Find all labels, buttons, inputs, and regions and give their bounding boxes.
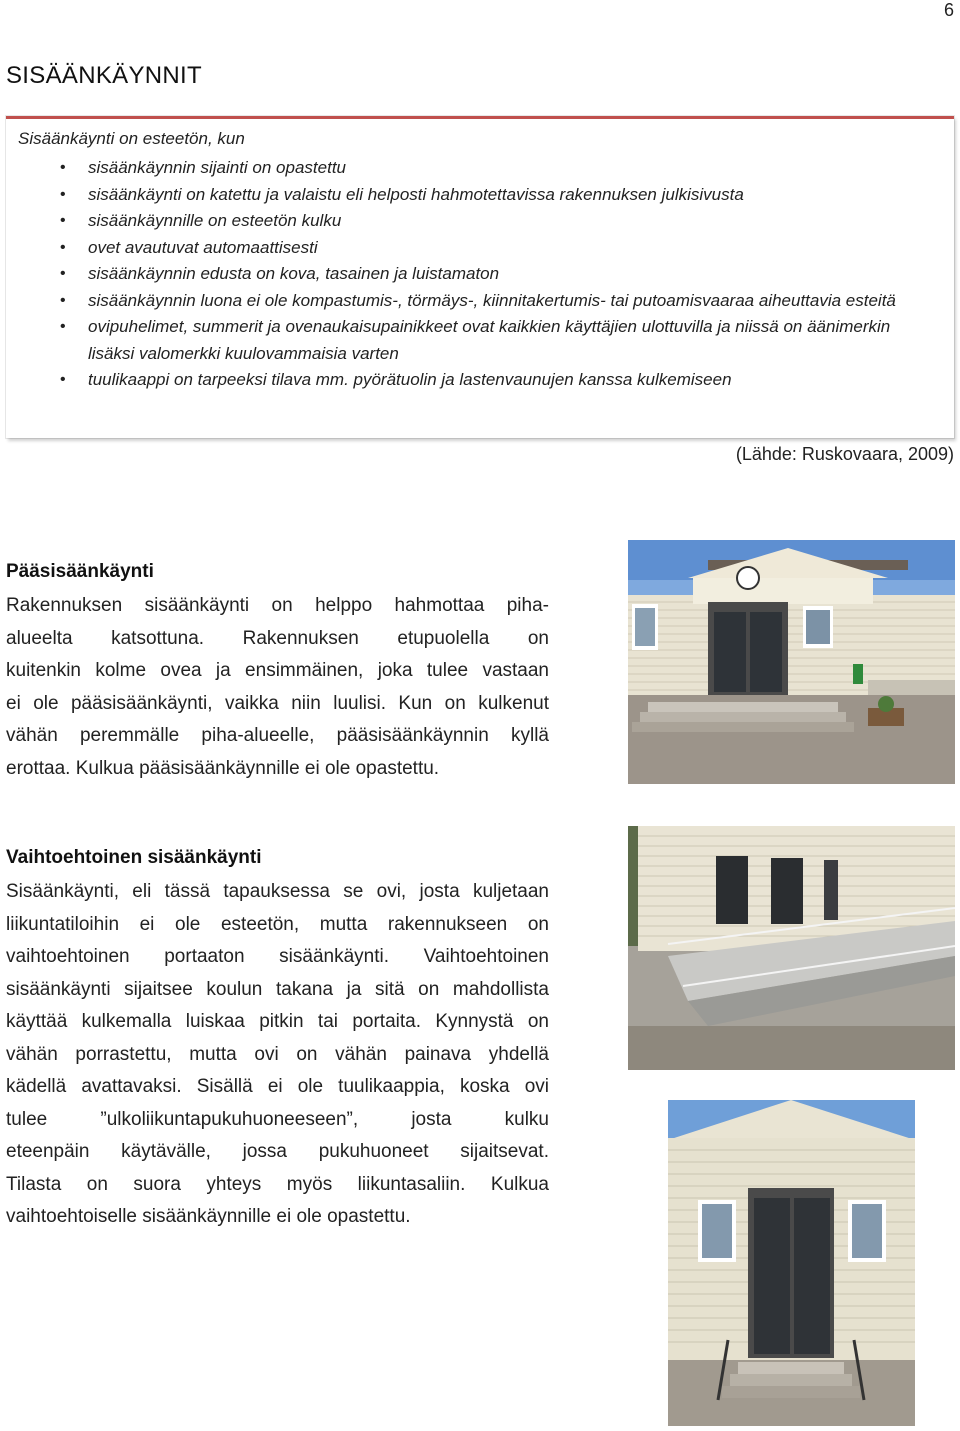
criteria-item [18, 208, 934, 235]
paragraph-line: vähän porrastettu, mutta ovi on vähän painava yhdellä [6, 1043, 549, 1065]
criteria-item [18, 155, 934, 182]
criteria-item-text: sisäänkäynnin edusta on kova, tasainen ja luistamaton [88, 264, 500, 283]
bullet-icon: • [60, 318, 66, 335]
ramp-entrance-photo [628, 826, 955, 1070]
main-entrance-photo [628, 540, 955, 784]
paragraph-line: erottaa. Kulkua pääsisäänkäynnille ei ole opastettu. [6, 757, 440, 779]
paragraph-line: ei ole pääsisäänkäynti, vaikka niin luulisi. Kun on kulkenut [6, 692, 549, 714]
bullet-icon: • [60, 212, 66, 229]
paragraph-line: käyttää kulkemalla luiskaa pitkin tai portaita. Kynnystä on [6, 1011, 549, 1032]
gym-entrance-photo [668, 1100, 915, 1426]
criteria-item-text: ovet avautuvat automaattisesti [88, 237, 318, 257]
paragraph-line: alueelta katsottuna. Rakennuksen etupuolella on [6, 627, 549, 649]
main-entrance-text [6, 590, 549, 785]
criteria-item-text: sisäänkäynnin luona ei ole kompastumis-, törmäys-, kiinnitakertumis- tai putoamisvaaraa aiheuttavia esteitä [88, 290, 896, 310]
criteria-item [18, 314, 934, 367]
main-entrance-title: Pääsisäänkäynti [6, 561, 154, 582]
criteria-item-text: tuulikaappi on tarpeeksi tilava mm. pyörätuolin ja lastenvaunujen kanssa kulkemiseen [88, 370, 732, 389]
paragraph-line: vähän peremmälle piha-alueelle, pääsisäänkäynnin kyllä [6, 725, 549, 746]
paragraph-line: Tilasta on suora yhteys myös liikuntasaliin. Kulkua [6, 1173, 549, 1195]
alt-entrance-text [6, 876, 549, 1234]
bullet-icon: • [60, 371, 66, 388]
criteria-list [18, 155, 934, 394]
paragraph-line: kuitenkin kolme ovea ja ensimmäinen, joka tulee vastaan [6, 660, 549, 681]
page-heading: SISÄÄNKÄYNNIT [6, 62, 202, 89]
criteria-item-text: sisäänkäynnin sijainti on opastettu [88, 158, 346, 177]
paragraph-line: sisäänkäynti sijaitsee koulun takana ja sitä on mahdollista [6, 978, 549, 1000]
criteria-intro: Sisäänkäynti on esteetön, kun [18, 129, 245, 148]
criteria-item [18, 182, 934, 209]
criteria-item [18, 367, 934, 394]
criteria-item [18, 288, 934, 315]
paragraph-line: kädellä avattavaksi. Sisällä ei ole tuulikaappia, koska ovi [6, 1076, 549, 1097]
criteria-item-text: sisäänkäynti on katettu ja valaistu eli helposti hahmotettavissa rakennuksen julkisivusta [88, 184, 744, 204]
paragraph-line: vaihtoehtoinen portaaton sisäänkäynti. Vaihtoehtoinen [6, 946, 549, 967]
page-number: 6 [943, 0, 954, 20]
paragraph-line: vaihtoehtoiselle sisäänkäynnille ei ole opastettu. [6, 1206, 411, 1227]
paragraph-line: Sisäänkäynti, eli tässä tapauksessa se ovi, josta kuljetaan [6, 881, 549, 902]
source-citation: (Lähde: Ruskovaara, 2009) [735, 444, 954, 464]
criteria-item [18, 261, 934, 288]
bullet-icon: • [60, 238, 66, 256]
bullet-icon: • [60, 291, 66, 309]
paragraph-line: eteenpäin käytävälle, jossa pukuhuoneet sijaitsevat. [6, 1141, 549, 1162]
alt-entrance-title: Vaihtoehtoinen sisäänkäynti [6, 847, 262, 868]
criteria-item [18, 235, 934, 262]
paragraph-line: liikuntatiloihin ei ole esteetön, mutta rakennukseen on [6, 913, 549, 935]
criteria-item-text: ovipuhelimet, summerit ja ovenaukaisupainikkeet ovat kaikkien käyttäjien ulottuvilla ja niissä on äänimerkin lisäksi valomerkki kuulovammaisia varten [88, 317, 891, 363]
paragraph-line: Rakennuksen sisäänkäynti on helppo hahmottaa piha- [6, 595, 549, 616]
bullet-icon: • [60, 185, 66, 203]
paragraph-line: tulee ”ulkoliikuntapukuhuoneeseen”, josta kulku [6, 1108, 549, 1130]
accessibility-criteria-box [6, 116, 954, 438]
bullet-icon: • [60, 159, 66, 176]
criteria-item-text: sisäänkäynnille on esteetön kulku [88, 211, 342, 230]
bullet-icon: • [60, 265, 66, 282]
